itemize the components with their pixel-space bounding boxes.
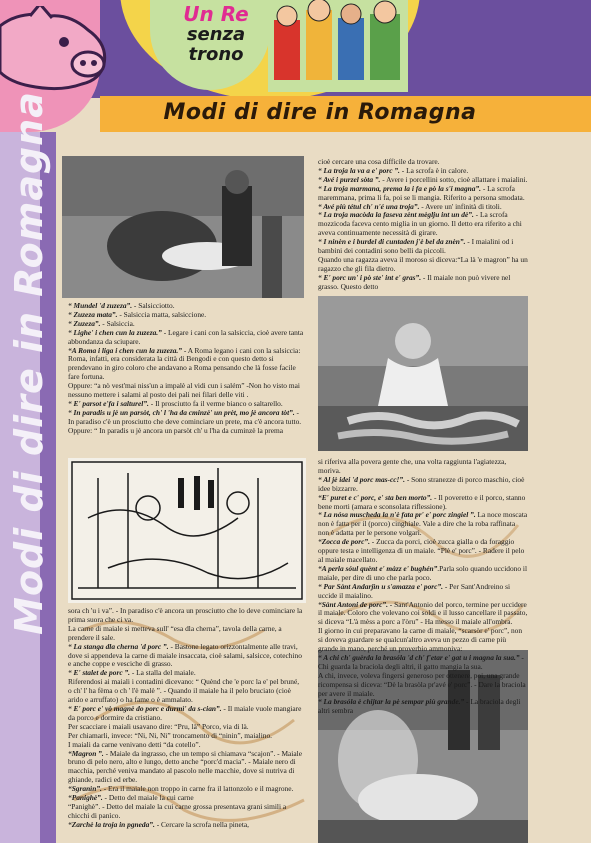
saying-quote: “Sgranìn”. [68,784,102,794]
saying-explanation: “Panighè”. - Detto del maiale la cui carne grossa presentava grani simili a chicchi di panìco. [68,801,287,820]
column-2-top [318,158,528,292]
logo-line-1: Un Re [183,2,249,26]
saying-quote: “Zocca de porc”. [318,537,370,547]
saying-quote: “Magron ”. [68,748,104,758]
saying-explanation: - Sono stranezze di porco maschio, cioè idee bizzarre. [318,474,525,493]
saying-explanation: - Maiale da ingrasso, che un tempo si chiamava “scajon”. - Maiale bruno di pelo nero, alto e lungo, detto anche “porc'd macia”. - Maiale nero di macchia, perché veniva mandato al pascolo nelle macchie, dove si nutriva di ghiande, radici ed erbe. [68,748,302,785]
saying-explanation: - Avere un' infinità di titoli. [419,201,502,211]
saying-explanation: cioè cercare una cosa difficile da trovare. [318,157,440,166]
saying-quote: “ Avé i purzel sòta ”. [318,174,381,184]
saying-paragraph [68,382,304,400]
saying-quote: “ I ninèn e i burdel di cuntaden j'è bel da znèn”. [318,237,466,247]
saying-explanation: - Zucca da porci, cioè zucca gialla o da foraggio oppure testa e intelligenza di un maiale. “Plè e' porc”. - Radere il pelo al maiale macellato. [318,537,525,564]
saying-paragraph [318,274,528,292]
pig-icon [0,6,112,98]
saying-paragraph [318,583,528,601]
saying-explanation: sora ch 'u i va”. - In paradiso c'è ancora un prosciutto che lo deve cominciare la prima suora che ci va. [68,606,303,624]
saying-explanation: - Chi guarda la braciola degli altri, il gatto mangia la sua. [318,652,524,671]
saying-explanation: Per chiamarli, invece: “Ni, Ni, Ni” troncamento di “ninin”, maialino. [68,730,272,740]
photo-sausage-making [318,296,528,451]
saying-explanation: I maiali da carne venivano detti “da cotello”. [68,739,201,749]
saying-paragraph [318,565,528,583]
saying-paragraph [68,427,304,436]
saying-explanation: - Avere i porcellini sotto, cioè allattare i maialini. [380,174,528,184]
saying-explanation: si riferiva alla povera gente che, una volta raggiunta l'agiatezza, moriva. [318,457,507,475]
saying-explanation: - Il poveretto e il porco, stanno bene morti (amara e sconsolata riflessione). [318,492,526,511]
saying-paragraph [68,643,304,670]
column-1-top [68,302,304,454]
saying-paragraph [318,476,528,494]
saying-quote: “ In paradis u jè un parsòt, ch' l 'ha da cminzè' un prèt, mo jè ancora tòt”. [68,407,295,417]
column-1-bottom [68,607,304,839]
photo-pig-skinning [62,156,304,298]
saying-quote: “ Zuzeza”. [68,318,101,328]
saying-quote: “ La troja marmana, prema la i fa e pò la s'i magna”. [318,183,482,193]
saying-explanation: Per scacciare i maiali usavano dire: “Pru, là” Porco, via di là. [68,721,249,731]
saying-paragraph [318,698,528,716]
saying-paragraph [68,803,304,821]
saying-paragraph [68,409,304,427]
saying-paragraph [318,256,528,274]
saying-paragraph [318,494,528,512]
sidebar-title-text: Modi di dire in Romagna [7,91,51,635]
saying-paragraph [68,347,304,383]
saying-paragraph [318,601,528,628]
saying-explanation: - Salsiccia matta, salsiccione. [117,309,207,319]
saying-quote: “ A chi ch' guèrda la brasóla 'd ch' f'etar e' gat u i magna la sua.” [318,652,520,662]
saying-paragraph [318,627,528,654]
saying-quote: “Panighè”. [68,793,103,803]
saying-quote: “ Lighe' i chen cun la zuzeza.” [68,327,162,337]
saying-explanation: Quando una ragazza aveva il moroso si diceva:“La là 'e magron” ha un ragazzo che gli fila dietro. [318,254,528,273]
saying-explanation: - A Roma legano i cani con la salsiccia: Roma, infatti, era considerata la città di Bengodi e con questo detto si prendevano in giro coloro che andavano a Roma pensando che là fosse facile fare fortuna. [68,345,301,382]
saying-explanation: - La scrofa mozzicoda faceva cento miglia in un giorno. Il detto era riferito a chi aveva continuamente necessità di girare. [318,210,522,238]
saying-quote: “ Mundel 'd zuzeza”. [68,301,133,310]
saying-quote: “ E' porc e' vò magnè do porc e durmì' da s-cian”. [68,703,222,713]
saying-paragraph [68,625,304,643]
saying-quote: “A perla sóul quènt e' màzz e' bughén” [318,563,438,573]
saying-explanation: - Il maiale vuole mangiare da porco e dormire da cristiano. [68,703,302,722]
saying-explanation: La noce moscata non è fatta per il (porco) cinghiale. Vale a dire che la roba raffinata non è adatta per le persone volgari. [318,510,528,538]
saying-explanation: - Salsicciotto. [132,301,175,310]
saying-quote: “ La troja la va a e' porc ”. [318,165,400,175]
saying-explanation: Oppure: “ In paradis u jè ancora un parsòt ch' u l'ha da cuminzè la prema [68,425,284,435]
logo-line-3: trono [188,44,244,65]
saying-explanation: Il giorno in cui preparavano la carne di maiale, “scarsòr e' porc”, non si doveva guardare se qualcun'altro aveva un pezzo di carne più grande in mano, perché un proverbio ammoniva: [318,626,523,654]
saying-explanation: Oppure: “a nò vest'mai niss'un a impalè al vidi cun i salém” -Non ho visto mai nessuno mettere i salami al posto dei pali nei filari delle viti . [68,381,300,400]
saying-explanation: - Era il maiale non troppo in carne fra il lattonzolo e il magrone. [101,784,294,794]
saying-paragraph [68,607,304,625]
saying-explanation: - Sant'Antonio del porco, termine per uccidere il maiale. Coloro che volevano coi soldi e il lusso cancellare il passato, si diceva “L'à mèss a porc a l'òru” - Ha messo il maiale all'ombra. [318,599,528,627]
saying-paragraph [318,654,528,672]
saying-paragraph [68,750,304,786]
saying-explanation: - Bastone legato orizzontalmente alle travi, dove si appendeva la carne di maiale insaccata, cioè salami, salsicce, cotechino e anche coppe e vesciche di grasso. [68,641,302,669]
saying-quote: “ Zuzeza mata”. [68,309,118,319]
saying-paragraph [68,705,304,723]
saying-quote: “Sànt Antoni de porc”. [318,599,388,609]
saying-paragraph [318,185,528,203]
logo-line-2: senza [186,24,246,45]
saying-quote: “ Par Sànt Andarjìn u s'amazza e' porc”. [318,581,443,591]
woodcut-illustration [68,458,306,603]
saying-quote: “ E' parsot e'fa i salturel”. [68,398,149,408]
column-2-bottom [318,457,528,716]
saying-explanation: - La scrofa è in calore. [399,165,469,175]
saying-explanation: - Legare i cani con la salsiccia, cioè avere tanta abbondanza da sciupare. [68,327,304,346]
saying-explanation: - Detto del maiale la cui carne [102,793,194,803]
saying-quote: “ E' porc un' i pò ste' int e' gras”. [318,272,422,282]
saying-quote: “E' puret e c' porc, e' sta ben morto”. [318,492,433,502]
saying-quote: “ Avé più tétul ch' n'é una troja”. [318,201,420,211]
saying-explanation: - La stalla del maiale. [130,668,196,678]
saying-paragraph [318,511,528,538]
puppets-illustration [268,0,408,92]
saying-explanation: - Salsiccia. [100,318,135,328]
saying-explanation: Riferendosi ai maiali i contadini dicevano: “ Quènd che 'e porc la e' pel bruné, o ch' l' ha fèma o ch ' l'è malè ”. - Quando il maiale ha il pelo bruciato (cioè arido e arruffato) o ha fame o è ammalato. [68,677,300,705]
saying-quote: “ La stanga dla cherna 'd porc ”. [68,641,169,651]
saying-paragraph [318,211,528,238]
saying-explanation: - Il maiale non può vivere nel grasso. Questo detto [318,272,511,291]
saying-quote: “ Al jè idei 'd porc mas-cc!”. [318,474,405,484]
saying-explanation: - Per Sant'Andreino si uccide il maialino. [318,581,511,600]
saying-paragraph [318,672,528,699]
saying-explanation: .Parla solo quando uccidono il maiale, per dire di uno che parla poco. [318,563,527,582]
saying-paragraph [68,678,304,705]
saying-paragraph [318,238,528,256]
saying-paragraph [318,538,528,565]
saying-quote: “ La troja macòda la faseva zènt mèglju int un dè”. [318,210,474,220]
saying-explanation: A chi, invece, voleva fingersi generoso per ottenere, poi, una grande ricompensa si diceva: “Dè la brasòla pr'avé e' porc”. - Dare la braciola per avere il maiale. [318,670,526,698]
saying-quote: “A Roma i liga i chen cun la zuzeza.” [68,345,182,355]
saying-explanation: La carne di maiale si metteva sull' “esa dla cherna”, tavola della carne, a prendere il sale. [68,623,282,642]
saying-explanation: - In paradiso c'è un prosciutto che deve cominciare un prete, ma c'è ancora tutto. [68,407,302,426]
page-title: Modi di dire in Romagna [163,100,477,125]
saying-explanation: - Cercare la scrofa nella pineta, [154,819,250,829]
saying-quote: “Zarchè la troja in pgneda”. [68,819,155,829]
saying-explanation: - Il prosciutto fa il verme bianco o saltarello. [148,398,283,408]
saying-explanation: - I maialini od i bambini dei contadini sono belli da piccoli. [318,237,514,256]
saying-quote: “ La brasóla è chijtar la pè sempar più grande.” [318,697,465,707]
sidebar-title [2,91,56,635]
saying-paragraph [68,821,304,830]
saying-paragraph [318,458,528,476]
logo [166,4,266,64]
saying-paragraph [68,329,304,347]
saying-explanation: - La braciola degli altri sembra [318,697,521,716]
saying-quote: “ La nósa muscheda la n'è fata pr' e' porc zingiel ”. [318,510,476,520]
saying-quote: “ E' stalet de porc ”. [68,668,130,678]
saying-explanation: - La scrofa maremmana, prima li fa, poi se li mangia. Riferito a persona smodata. [318,183,525,202]
